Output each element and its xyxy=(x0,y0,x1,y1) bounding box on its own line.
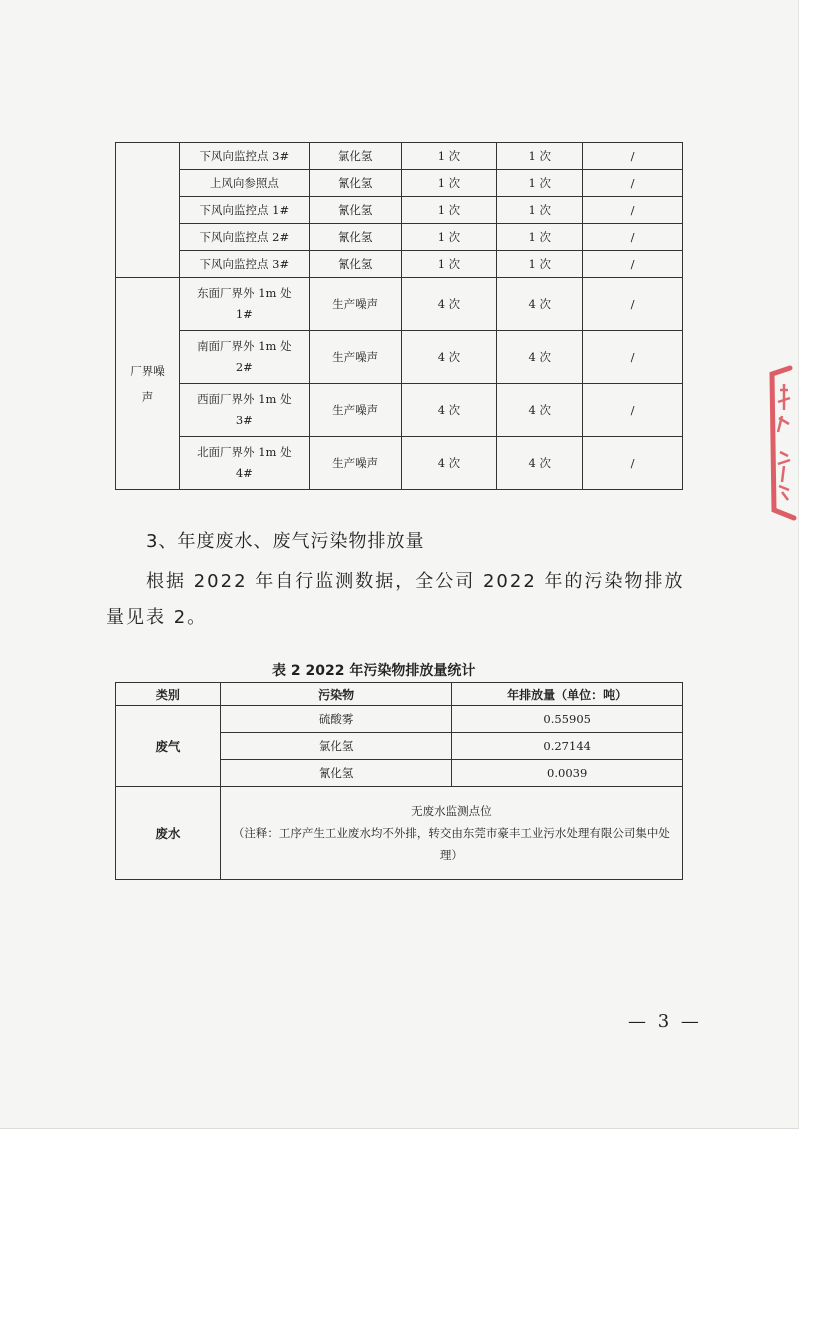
remark-cell: / xyxy=(583,331,683,384)
frequency-cell: 1 次 xyxy=(497,197,583,224)
pollutant-cell: 生产噪声 xyxy=(309,384,401,437)
page-number: — 3 — xyxy=(628,1011,702,1032)
frequency-cell: 1 次 xyxy=(401,197,497,224)
site-cell: 南面厂界外 1m 处 2# xyxy=(179,331,309,384)
frequency-cell: 1 次 xyxy=(401,251,497,278)
category-cell-blank xyxy=(116,143,180,278)
remark-cell: / xyxy=(583,251,683,278)
frequency-cell: 1 次 xyxy=(401,170,497,197)
frequency-cell: 1 次 xyxy=(401,143,497,170)
frequency-cell: 1 次 xyxy=(401,224,497,251)
note-line: （注释：工序产生工业废水均不外排，转交由东莞市豪丰工业污水处理有限公司集中处理） xyxy=(232,826,670,862)
frequency-cell: 4 次 xyxy=(401,437,497,490)
remark-cell: / xyxy=(583,384,683,437)
pollutant-cell: 氯化氢 xyxy=(309,143,401,170)
site-cell: 下风向监控点 1# xyxy=(179,197,309,224)
site-cell: 下风向监控点 3# xyxy=(179,251,309,278)
monitoring-table xyxy=(115,142,683,490)
section-heading: 3、年度废水、废气污染物排放量 xyxy=(146,531,425,552)
table-row xyxy=(116,787,683,880)
frequency-cell: 4 次 xyxy=(401,384,497,437)
table-row xyxy=(116,197,683,224)
table-row xyxy=(116,437,683,490)
remark-cell: / xyxy=(583,143,683,170)
pollutant-cell: 氯化氢 xyxy=(220,733,452,760)
amount-cell: 0.55905 xyxy=(452,706,683,733)
pollutant-cell: 氰化氢 xyxy=(220,760,452,787)
frequency-cell: 4 次 xyxy=(497,384,583,437)
remark-cell: / xyxy=(583,197,683,224)
pollutant-cell: 氰化氢 xyxy=(309,170,401,197)
site-cell: 东面厂界外 1m 处 1# xyxy=(179,278,309,331)
pollutant-cell: 氰化氢 xyxy=(309,224,401,251)
column-header: 污染物 xyxy=(220,683,452,706)
table-row xyxy=(116,278,683,331)
table-row xyxy=(116,251,683,278)
category-cell: 废水 xyxy=(116,787,221,880)
frequency-cell: 1 次 xyxy=(497,170,583,197)
pollutant-cell: 氰化氢 xyxy=(309,197,401,224)
column-header: 年排放量（单位：吨） xyxy=(452,683,683,706)
seal-stamp-fragment xyxy=(764,360,798,525)
site-cell: 下风向监控点 3# xyxy=(179,143,309,170)
frequency-cell: 1 次 xyxy=(497,224,583,251)
table-row xyxy=(116,143,683,170)
category-cell: 厂界噪声 xyxy=(116,278,180,490)
frequency-cell: 4 次 xyxy=(401,331,497,384)
frequency-cell: 4 次 xyxy=(497,437,583,490)
pollutant-cell: 氰化氢 xyxy=(309,251,401,278)
frequency-cell: 4 次 xyxy=(401,278,497,331)
pollutant-cell: 硫酸雾 xyxy=(220,706,452,733)
site-cell: 西面厂界外 1m 处 3# xyxy=(179,384,309,437)
frequency-cell: 4 次 xyxy=(497,331,583,384)
table-row xyxy=(116,706,683,733)
note-line: 无废水监测点位 xyxy=(411,804,492,818)
pollutant-cell: 生产噪声 xyxy=(309,437,401,490)
frequency-cell: 1 次 xyxy=(497,143,583,170)
pollutant-cell: 生产噪声 xyxy=(309,331,401,384)
remark-cell: / xyxy=(583,437,683,490)
category-cell: 废气 xyxy=(116,706,221,787)
frequency-cell: 4 次 xyxy=(497,278,583,331)
frequency-cell: 1 次 xyxy=(497,251,583,278)
table-row xyxy=(116,331,683,384)
table-row xyxy=(116,384,683,437)
remark-cell: / xyxy=(583,170,683,197)
remark-cell: / xyxy=(583,278,683,331)
note-cell xyxy=(220,787,682,880)
table-row xyxy=(116,224,683,251)
site-cell: 上风向参照点 xyxy=(179,170,309,197)
table-caption: 表 2 2022 年污染物排放量统计 xyxy=(272,663,476,679)
site-cell: 下风向监控点 2# xyxy=(179,224,309,251)
table-row xyxy=(116,170,683,197)
emission-table xyxy=(115,682,683,880)
site-cell: 北面厂界外 1m 处 4# xyxy=(179,437,309,490)
column-header: 类别 xyxy=(116,683,221,706)
amount-cell: 0.27144 xyxy=(452,733,683,760)
amount-cell: 0.0039 xyxy=(452,760,683,787)
remark-cell: / xyxy=(583,224,683,251)
header-row xyxy=(116,683,683,706)
pollutant-cell: 生产噪声 xyxy=(309,278,401,331)
seal-icon xyxy=(764,360,798,525)
body-paragraph: 根据 2022 年自行监测数据，全公司 2022 年的污染物排放量见表 2。 xyxy=(106,571,685,628)
